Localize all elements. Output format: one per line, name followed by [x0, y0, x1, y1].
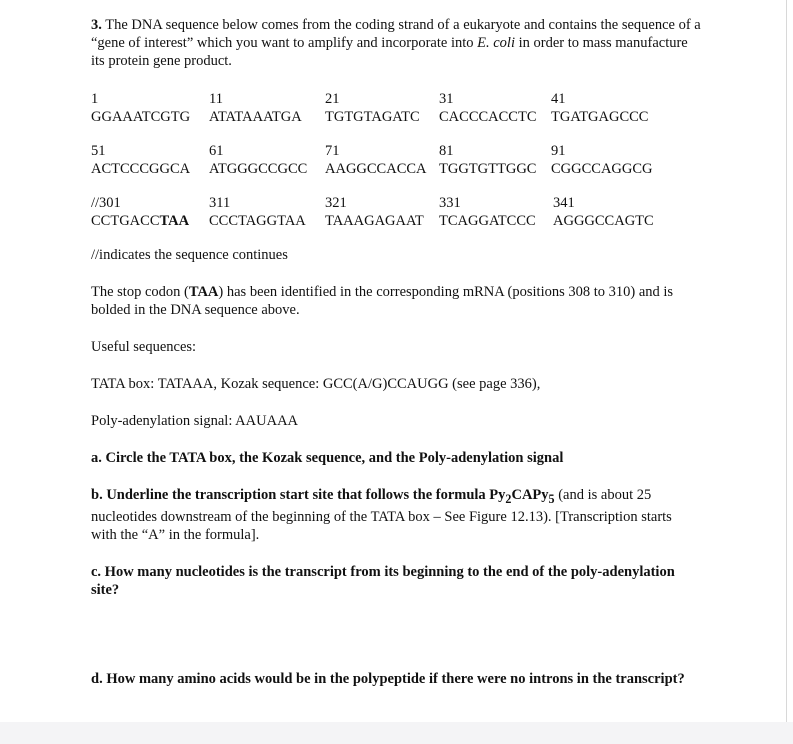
stop-note-b: ) has been identified in the corresponding mRNA (positions 308 to 310) and is bolded in the DNA sequence above. — [91, 284, 674, 318]
part-b-sub-1: 2 — [505, 491, 512, 506]
part-b-rest: (and is about 25 nucleotides downstream of the beginning of the TATA box – See Figure 12.13). [Transcription starts with the “A” in the formula]. — [91, 487, 672, 543]
position-number: 311 — [209, 195, 231, 211]
sequence-chunk: AAGGCCACCA — [325, 161, 427, 177]
question-intro — [91, 16, 701, 70]
position-number: //301 — [91, 195, 121, 211]
position-numbers-row-2 — [91, 142, 701, 160]
sequence-chunk-with-stop — [91, 212, 189, 230]
stop-note-a: The stop codon ( — [91, 284, 189, 300]
stop-note-bold: TAA — [188, 284, 219, 300]
sequence-chunk: ACTCCCGGCA — [91, 161, 191, 177]
part-a: a. Circle the TATA box, the Kozak sequence, and the Poly-adenylation signal — [91, 450, 564, 466]
sequence-block-2 — [91, 142, 701, 178]
position-number: 31 — [439, 91, 454, 107]
position-numbers-row-1 — [91, 90, 701, 108]
position-number: 81 — [439, 143, 454, 159]
useful-label: Useful sequences: — [91, 339, 197, 355]
position-number: 51 — [91, 143, 106, 159]
sequence-chunk: TGTGTAGATC — [325, 109, 420, 125]
sequence-block-3 — [91, 194, 701, 230]
position-number: 321 — [325, 195, 347, 211]
page-edge-divider — [786, 0, 787, 744]
part-d: d. How many amino acids would be in the polypeptide if there were no introns in the transcript? — [91, 670, 685, 687]
position-number: 11 — [209, 91, 223, 107]
sequence-row-3 — [91, 212, 701, 230]
sequence-chunk: ATGGGCCGCC — [209, 161, 308, 177]
intro-organism: E. coli — [477, 35, 515, 51]
continues-note: //indicates the sequence continues — [91, 247, 288, 263]
useful-line-2: Poly-adenylation signal: AAUAAA — [91, 413, 299, 429]
question-content — [91, 16, 701, 688]
position-number: 41 — [551, 91, 566, 107]
part-c: c. How many nucleotides is the transcript from its beginning to the end of the poly-adenylation site? — [91, 563, 675, 598]
sequence-chunk: TGGTGTTGGC — [439, 161, 537, 177]
sequence-chunk: AGGGCCAGTC — [553, 213, 654, 229]
sequence-chunk: TGATGAGCCC — [551, 109, 649, 125]
bottom-bar — [0, 722, 793, 744]
intro-text-a: The DNA sequence below comes from the coding strand of a eukaryote and contains the sequence of a “gene of interest” which you want to amplify and incorporate into — [91, 17, 701, 51]
sequence-chunk: CACCCACCTC — [439, 109, 537, 125]
sequence-row-1 — [91, 108, 701, 126]
position-number: 1 — [91, 91, 99, 107]
stop-codon-note — [91, 283, 701, 319]
sequence-chunk: CCCTAGGTAA — [209, 213, 306, 229]
position-number: 61 — [209, 143, 224, 159]
sequence-chunk: ATATAAATGA — [209, 109, 302, 125]
sequence-chunk: TAAAGAGAAT — [325, 213, 424, 229]
stop-codon-bold: TAA — [159, 213, 190, 229]
sequence-plain: CCTGACC — [91, 213, 160, 229]
sequence-row-2 — [91, 160, 701, 178]
part-b-sub-2: 5 — [548, 491, 555, 506]
part-b-bold-a: b. Underline the transcription start site that follows the formula Py — [91, 487, 506, 503]
useful-line-1: TATA box: TATAAA, Kozak sequence: GCC(A/G)CCAUGG (see page 336), — [91, 376, 541, 392]
position-number: 71 — [325, 143, 340, 159]
question-number: 3. — [91, 17, 102, 33]
sequence-chunk: GGAAATCGTG — [91, 109, 191, 125]
position-number: 91 — [551, 143, 566, 159]
position-number: 341 — [553, 195, 575, 211]
sequence-block-1 — [91, 90, 701, 126]
position-number: 331 — [439, 195, 461, 211]
part-b-bold-b: CAPy — [511, 487, 549, 503]
sequence-chunk: CGGCCAGGCG — [551, 161, 653, 177]
part-b — [91, 486, 701, 544]
intro-text-b: in order to mass manufacture its protein gene product. — [91, 35, 688, 69]
position-numbers-row-3 — [91, 194, 701, 212]
position-number: 21 — [325, 91, 340, 107]
sequence-chunk: TCAGGATCCC — [439, 213, 536, 229]
